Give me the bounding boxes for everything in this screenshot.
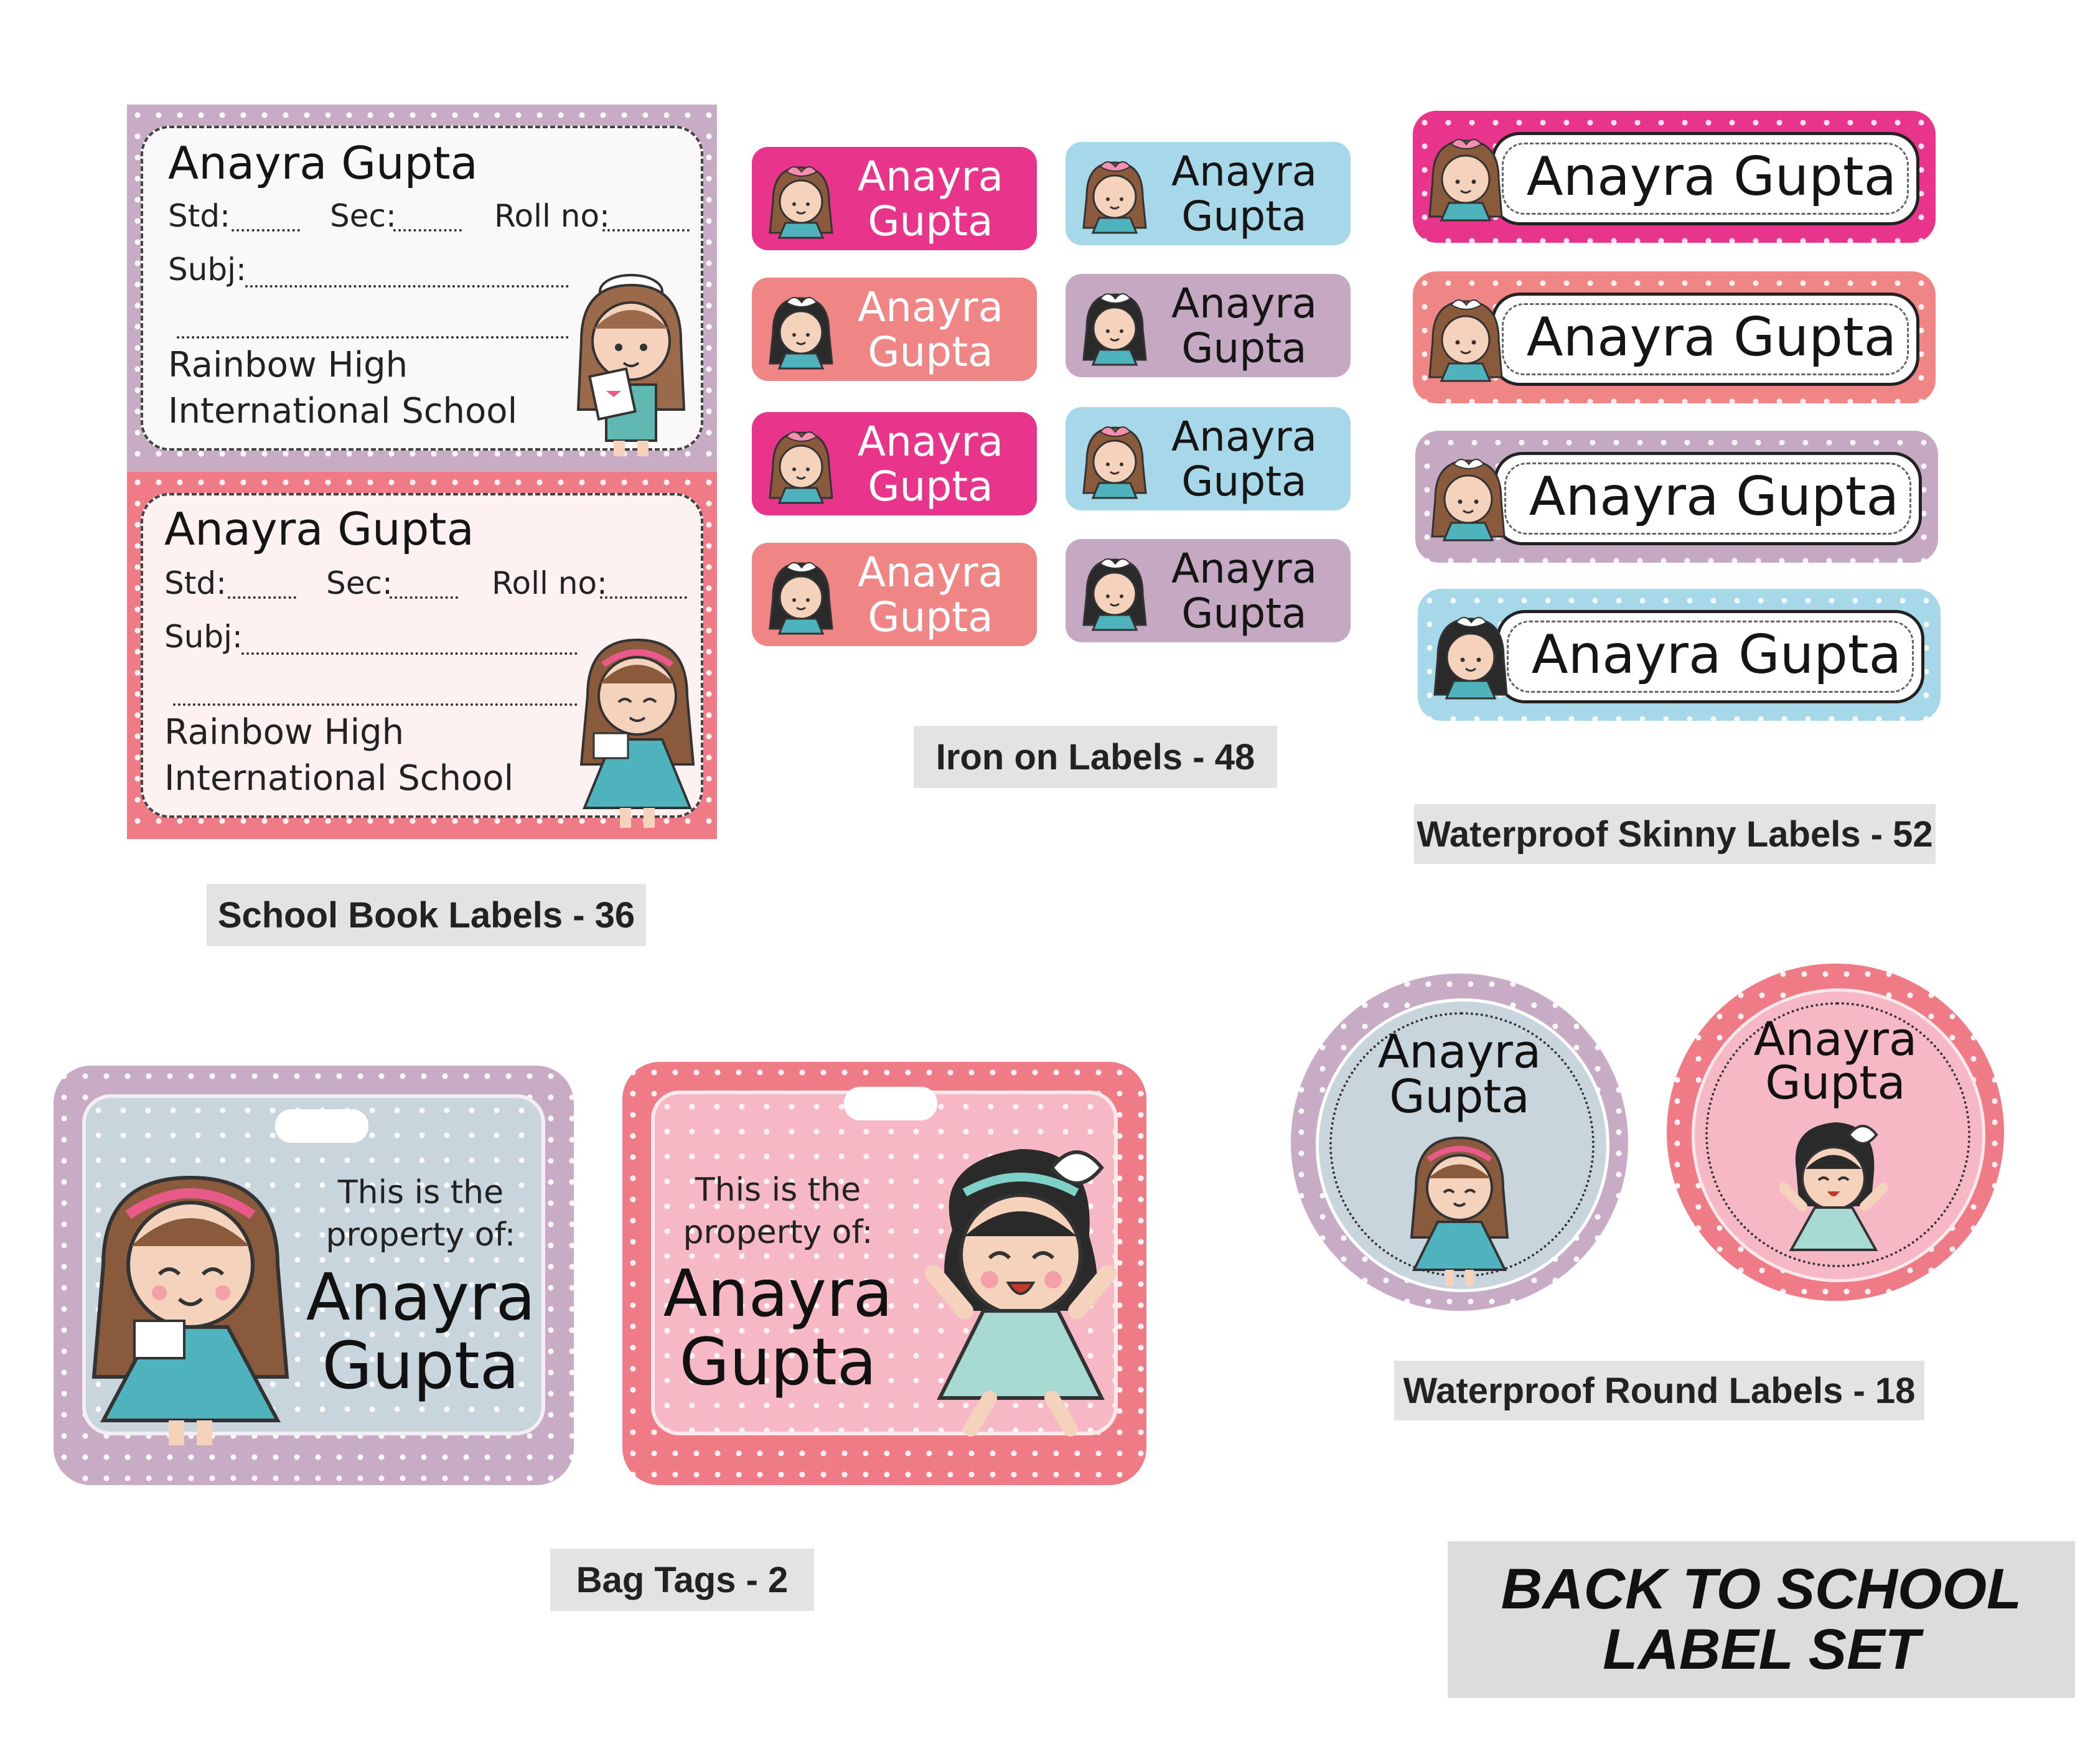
book-label-purple	[127, 105, 717, 472]
iron-on-label-name	[1154, 149, 1334, 239]
roll-field: Roll no:	[494, 198, 610, 234]
iron-on-label	[752, 147, 1037, 250]
round-label-purple	[1291, 973, 1628, 1311]
sec-field: Sec:	[330, 198, 396, 234]
girl-avatar-icon	[761, 423, 841, 504]
sec-line	[390, 596, 458, 599]
bag-tag-name-line2: Gupta	[322, 1328, 520, 1404]
caption-iron-on-labels: Iron on Labels - 48	[914, 726, 1277, 788]
caption-round-labels: Waterproof Round Labels - 18	[1394, 1361, 1924, 1420]
sec-line	[393, 229, 462, 232]
subj-line	[241, 652, 578, 655]
iron-on-label-name	[840, 285, 1021, 375]
roll-line	[602, 229, 690, 232]
bag-tag-pink	[622, 1062, 1146, 1485]
std-line	[232, 229, 300, 232]
set-title-line1: BACK TO SCHOOL	[1501, 1557, 2022, 1621]
blank-line	[177, 336, 569, 339]
name-line2: Gupta	[1181, 457, 1307, 505]
book-label-name: Anayra Gupta	[164, 503, 474, 555]
bag-tag-text-line2: property of:	[326, 1216, 516, 1254]
bag-tag-name-line2: Gupta	[679, 1324, 877, 1400]
iron-on-label	[1066, 274, 1351, 377]
bag-tag-text-line2: property of:	[683, 1214, 873, 1251]
name-line1: Anayra	[857, 418, 1004, 466]
bag-tag-text-line1: This is the	[695, 1171, 861, 1209]
skinny-label-name: Anayra Gupta	[1529, 466, 1899, 528]
skinny-label	[1413, 111, 1936, 243]
roll-line	[600, 596, 687, 599]
girl-avatar-icon	[1074, 285, 1155, 366]
caption-book-labels: School Book Labels - 36	[207, 884, 646, 946]
iron-on-label	[752, 543, 1037, 646]
blank-line	[173, 703, 578, 706]
caption-bag-tags: Bag Tags - 2	[550, 1549, 814, 1611]
girl-avatar-icon	[1074, 153, 1155, 234]
skinny-label-name: Anayra Gupta	[1531, 624, 1902, 686]
skinny-label	[1415, 431, 1938, 563]
subj-line	[245, 285, 569, 288]
bag-tag-slot	[844, 1087, 937, 1120]
school-line1: Rainbow High	[164, 712, 405, 753]
iron-on-label	[1066, 142, 1351, 245]
name-line2: Gupta	[868, 197, 993, 245]
skinny-label-name: Anayra Gupta	[1526, 306, 1897, 368]
name-line2: Gupta	[868, 328, 993, 376]
name-line2: Gupta	[868, 593, 993, 641]
name-line1: Anayra	[857, 152, 1004, 200]
school-line2: International School	[164, 758, 514, 799]
girl-avatar-icon	[1074, 418, 1155, 499]
set-title-line2: LABEL SET	[1603, 1618, 1920, 1681]
name-line1: Anayra	[857, 548, 1004, 596]
name-line1: Anayra	[857, 283, 1004, 331]
girl-in-blue-dress-icon	[78, 1140, 302, 1452]
skinny-label	[1413, 271, 1936, 403]
std-field: Std:	[164, 565, 227, 601]
round-label-pink	[1667, 964, 2004, 1301]
girl-avatar-icon	[1419, 129, 1512, 223]
school-line2: International School	[168, 391, 518, 431]
bag-tag-slot	[275, 1109, 368, 1143]
name-line1: Anayra	[1171, 545, 1318, 593]
iron-on-label-name	[840, 550, 1021, 640]
girl-avatar-icon	[761, 289, 841, 370]
std-line	[228, 596, 296, 599]
skinny-label-name: Anayra Gupta	[1526, 146, 1897, 208]
name-line2: Gupta	[1181, 324, 1307, 372]
bag-tag-text-line1: This is the	[337, 1174, 504, 1211]
book-label-name: Anayra Gupta	[168, 137, 478, 189]
name-line2: Gupta	[1181, 192, 1307, 240]
girl-in-blue-dress-icon	[569, 609, 706, 833]
name-line1: Anayra	[1171, 148, 1318, 195]
subj-field: Subj:	[164, 619, 243, 655]
girl-avatar-icon	[1074, 550, 1155, 631]
jumping-girl-icon	[896, 1124, 1133, 1448]
name-line1: Anayra	[1171, 279, 1318, 327]
girl-avatar-icon	[1419, 290, 1512, 383]
iron-on-label	[752, 278, 1037, 381]
bag-tag-name-line1: Anayra	[663, 1255, 893, 1331]
girl-avatar-icon	[761, 554, 841, 635]
jumping-girl-icon	[1771, 1113, 1896, 1269]
name-line1: Anayra	[1171, 413, 1318, 461]
book-label-pink	[127, 472, 717, 839]
bag-tag-name-line1: Anayra	[306, 1259, 536, 1335]
iron-on-label	[752, 412, 1037, 515]
girl-avatar-icon	[1424, 608, 1517, 701]
sec-field: Sec:	[326, 565, 393, 601]
iron-on-label-name	[1154, 415, 1334, 504]
school-line1: Rainbow High	[168, 345, 408, 385]
std-field: Std:	[168, 198, 230, 234]
round-label-name-line1: Anayra	[1377, 1025, 1542, 1079]
round-label-name-line2: Gupta	[1389, 1070, 1530, 1124]
round-label-name-line2: Gupta	[1765, 1056, 1906, 1110]
caption-skinny-labels: Waterproof Skinny Labels - 52	[1414, 804, 1936, 864]
iron-on-label	[1066, 539, 1351, 642]
iron-on-label-name	[840, 420, 1021, 509]
set-title	[1448, 1541, 2075, 1698]
iron-on-label-name	[1154, 547, 1334, 636]
girl-in-blue-dress-icon	[1400, 1125, 1519, 1290]
bag-tag-purple	[54, 1066, 574, 1485]
name-line2: Gupta	[868, 462, 993, 510]
round-label-name-line1: Anayra	[1753, 1013, 1918, 1066]
iron-on-label	[1066, 407, 1351, 510]
subj-field: Subj:	[168, 251, 246, 288]
skinny-label	[1418, 589, 1941, 721]
girl-holding-paper-icon	[563, 248, 700, 459]
iron-on-label-name	[840, 154, 1021, 244]
name-line2: Gupta	[1181, 589, 1307, 637]
girl-avatar-icon	[761, 158, 841, 239]
iron-on-label-name	[1154, 281, 1334, 371]
girl-avatar-icon	[1422, 449, 1515, 543]
roll-field: Roll no:	[492, 565, 607, 601]
